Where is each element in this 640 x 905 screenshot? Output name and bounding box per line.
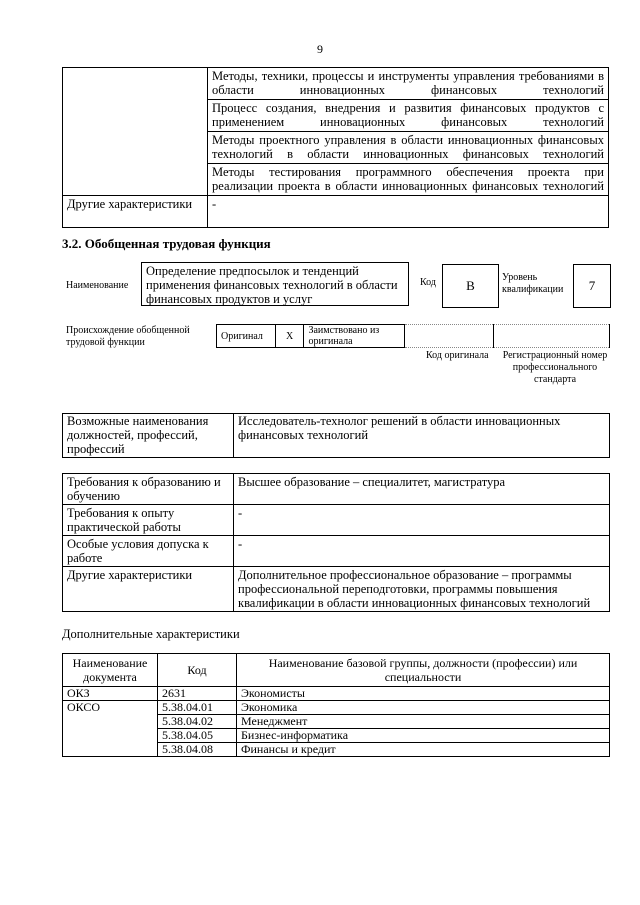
knowledge-label-cell	[63, 68, 208, 196]
table-row	[63, 567, 610, 612]
table-row	[63, 687, 610, 701]
requirement-value: -	[234, 536, 610, 567]
table-row	[63, 68, 609, 100]
function-code-label: Код	[420, 277, 436, 288]
requirement-value: Дополнительное профессиональное образование – программы профессиональной переподготовки, программы повышения квалификации в области инновационных финансовых технологий	[234, 567, 610, 612]
classifier-doc: ОКСО	[63, 701, 158, 757]
classifier-doc: ОКЗ	[63, 687, 158, 701]
table-row	[63, 474, 610, 505]
table-row	[63, 536, 610, 567]
requirement-value: -	[234, 505, 610, 536]
classifiers-table	[62, 653, 610, 757]
original-mark: X	[275, 325, 304, 348]
origin-label: Происхождение обобщенной трудовой функции	[66, 325, 190, 348]
classifier-code: 2631	[158, 687, 237, 701]
table-row	[63, 414, 610, 458]
table-row	[63, 196, 609, 228]
knowledge-table	[62, 67, 609, 228]
additional-heading: Дополнительные характеристики	[62, 627, 240, 641]
table-header-row	[63, 654, 610, 687]
code-original-cell	[404, 325, 493, 348]
classifier-code: 5.38.04.02	[158, 715, 237, 729]
section-heading: 3.2. Обобщенная трудовая функция	[62, 236, 271, 251]
requirement-label: Требования к образованию и обучению	[63, 474, 234, 505]
registration-cell	[493, 325, 609, 348]
requirements-table	[62, 473, 610, 612]
qualification-level-label: Уровень квалификации	[502, 272, 564, 295]
origin-block	[62, 322, 610, 402]
function-row	[62, 262, 610, 308]
other-characteristics-value: -	[208, 196, 609, 228]
requirement-label: Особые условия допуска к работе	[63, 536, 234, 567]
positions-table	[62, 413, 610, 458]
registration-caption: Регистрационный номер профессионального стандарта	[502, 350, 608, 385]
other-characteristics-label: Другие характеристики	[63, 196, 208, 228]
classifier-name: Бизнес-информатика	[237, 729, 610, 743]
header-code: Код	[158, 654, 237, 687]
code-original-caption: Код оригинала	[426, 350, 489, 361]
knowledge-item: Методы, техники, процессы и инструменты управления требованиями в области инновационных финансовых технологий	[208, 68, 609, 100]
knowledge-item: Процесс создания, внедрения и развития финансовых продуктов с применением инновационных финансовых технологий	[208, 100, 609, 132]
function-name-box: Определение предпосылок и тенденций применения финансовых технологий в области финансовых продуктов и услуг	[141, 262, 409, 306]
header-name: Наименование базовой группы, должности (профессии) или специальности	[237, 654, 610, 687]
page-number: 9	[317, 42, 323, 56]
header-document: Наименование документа	[63, 654, 158, 687]
table-row	[63, 505, 610, 536]
classifier-code: 5.38.04.05	[158, 729, 237, 743]
qualification-level-box: 7	[573, 264, 611, 308]
positions-label: Возможные наименования должностей, профессий, профессий	[63, 414, 234, 458]
knowledge-item: Методы проектного управления в области инновационных финансовых технологий в области инновационных финансовых технологий	[208, 132, 609, 164]
requirement-value: Высшее образование – специалитет, магистратура	[234, 474, 610, 505]
original-label: Оригинал	[217, 325, 276, 348]
classifier-code: 5.38.04.01	[158, 701, 237, 715]
function-name-label: Наименование	[66, 280, 129, 291]
classifier-name: Экономика	[237, 701, 610, 715]
positions-value: Исследователь-технолог решений в области инновационных финансовых технологий	[234, 414, 610, 458]
origin-cells	[216, 324, 610, 348]
classifier-name: Экономисты	[237, 687, 610, 701]
requirement-label: Другие характеристики	[63, 567, 234, 612]
classifier-code: 5.38.04.08	[158, 743, 237, 757]
requirement-label: Требования к опыту практической работы	[63, 505, 234, 536]
classifier-name: Менеджмент	[237, 715, 610, 729]
function-code-box: B	[442, 264, 499, 308]
knowledge-item: Методы тестирования программного обеспечения проекта при реализации проекта в области инновационных финансовых технологий	[208, 164, 609, 196]
classifier-name: Финансы и кредит	[237, 743, 610, 757]
borrowed-label: Заимствовано из оригинала	[304, 325, 404, 348]
table-row	[63, 701, 610, 715]
